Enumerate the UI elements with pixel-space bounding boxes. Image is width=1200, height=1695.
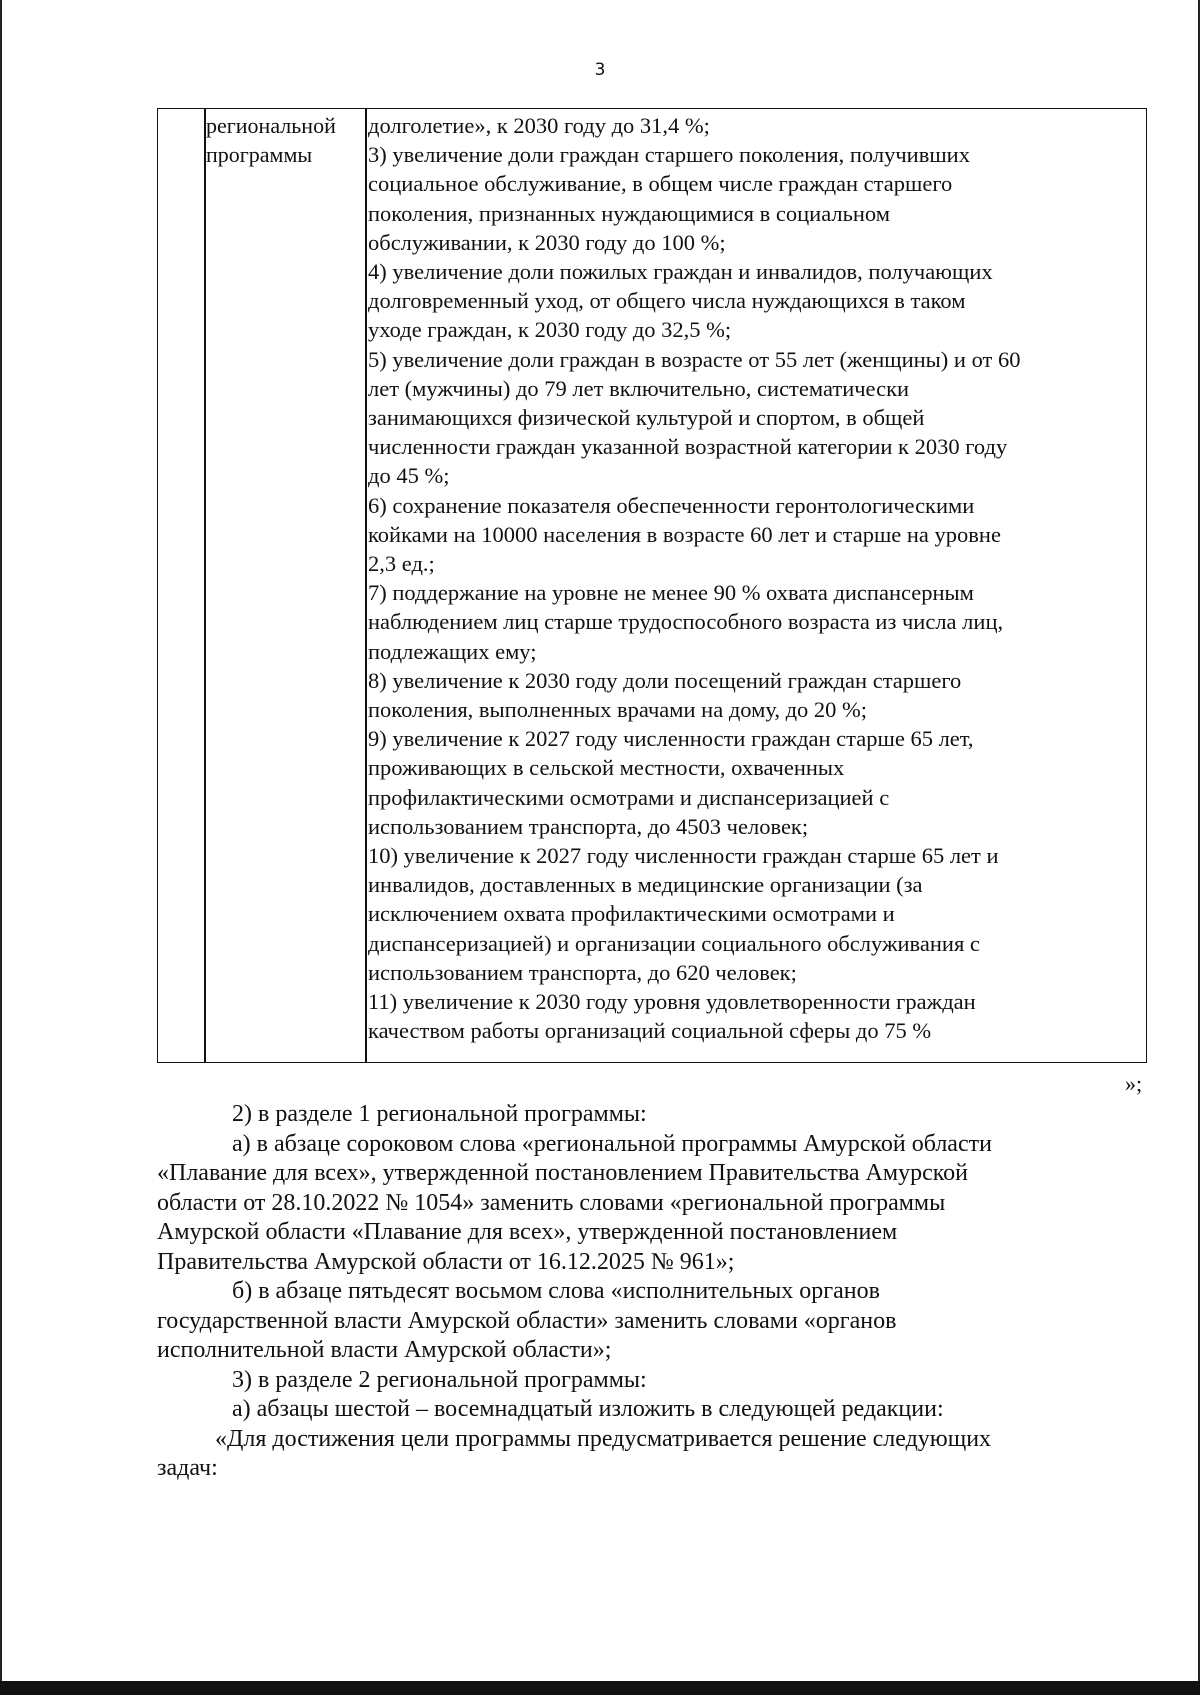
- table-cell-line: 4) увеличение доли пожилых граждан и инвалидов, получающих: [368, 259, 993, 285]
- table-cell-line: исключением охвата профилактическими осмотрами и: [368, 901, 895, 927]
- paragraph: 2) в разделе 1 региональной программы:: [232, 1101, 647, 1127]
- paragraph: б) в абзаце пятьдесят восьмом слова «исполнительных органов: [232, 1278, 880, 1304]
- page-number: 3: [594, 60, 606, 80]
- table-cell-line: 11) увеличение к 2030 году уровня удовлетворенности граждан: [368, 989, 976, 1015]
- table-cell-line: социальное обслуживание, в общем числе граждан старшего: [368, 171, 953, 197]
- table-cell-line: долголетие», к 2030 году до 31,4 %;: [368, 113, 710, 138]
- paragraph-line: области от 28.10.2022 № 1054» заменить словами «региональной программы: [157, 1189, 946, 1216]
- paragraph-line: «Плавание для всех», утвержденной постановлением Правительства Амурской: [157, 1160, 969, 1186]
- paragraph-line: Амурской области «Плавание для всех», утвержденной постановлением: [157, 1219, 898, 1245]
- table-cell-line: 9) увеличение к 2027 году численности граждан старше 65 лет,: [368, 726, 974, 752]
- table-cell-line: диспансеризацией) и организации социального обслуживания с: [368, 930, 980, 956]
- table-cell-line: уходе граждан, к 2030 году до 32,5 %;: [368, 317, 732, 343]
- table-cell-line: инвалидов, доставленных в медицинские организации (за: [368, 872, 923, 898]
- table-cell-line: использованием транспорта, до 4503 человек;: [368, 813, 809, 839]
- table-cell-line: наблюдением лиц старше трудоспособного возраста из числа лиц,: [368, 609, 1004, 635]
- table-cell-line: профилактическими осмотрами и диспансеризацией с: [368, 784, 890, 810]
- scan-edge-bottom: [0, 1681, 1200, 1695]
- paragraph: а) абзацы шестой – восемнадцатый изложить в следующей редакции:: [232, 1396, 944, 1422]
- table-cell-line: 6) сохранение показателя обеспеченности геронтологическими: [368, 492, 975, 518]
- table-cell-line: программы: [206, 142, 313, 167]
- closing-quote: »;: [1125, 1071, 1143, 1096]
- table-cell-line: 7) поддержание на уровне не менее 90 % охвата диспансерным: [368, 580, 974, 606]
- paragraph: а) в абзаце сороковом слова «региональной программы Амурской области: [232, 1130, 992, 1157]
- paragraph-line: государственной власти Амурской области» заменить словами «органов: [157, 1307, 897, 1334]
- table-cell-line: обслуживании, к 2030 году до 100 %;: [368, 229, 726, 255]
- table-cell-line: качеством работы организаций социальной сферы до 75 %: [368, 1018, 932, 1044]
- document-body: [157, 1100, 1149, 1484]
- table-cell-line: лет (мужчины) до 79 лет включительно, систематически: [368, 375, 910, 401]
- table-cell-line: до 45 %;: [368, 463, 450, 489]
- paragraph-line: исполнительной власти Амурской области»;: [157, 1337, 612, 1363]
- table-cell-line: региональной: [206, 113, 336, 138]
- table-cell-line: 10) увеличение к 2027 году численности граждан старше 65 лет и: [368, 843, 999, 869]
- table-cell-line: 3) увеличение доли граждан старшего поколения, получивших: [368, 142, 970, 168]
- paragraph: 3) в разделе 2 региональной программы:: [232, 1366, 647, 1393]
- table-cell-line: 5) увеличение доли граждан в возрасте от 55 лет (женщины) и от 60: [368, 346, 1021, 372]
- table-cell-indicators: [368, 111, 1146, 1046]
- table-cell-line: поколения, признанных нуждающимися в социальном: [368, 200, 890, 226]
- table-cell-line: занимающихся физической культурой и спортом, в общей: [368, 405, 925, 431]
- table-cell-line: 2,3 ед.;: [368, 551, 435, 577]
- passport-table: [157, 108, 1147, 1063]
- table-cell-line: 8) увеличение к 2030 году доли посещений граждан старшего: [368, 667, 962, 693]
- table-cell-line: долговременный уход, от общего числа нуждающихся в таком: [368, 288, 966, 314]
- table-column-divider: [204, 109, 206, 1062]
- table-cell-line: численности граждан указанной возрастной категории к 2030 году: [368, 434, 1008, 460]
- table-cell-line: поколения, выполненных врачами на дому, до 20 %;: [368, 697, 868, 723]
- table-cell-line: койками на 10000 населения в возрасте 60 лет и старше на уровне: [368, 521, 1001, 547]
- paragraph: «Для достижения цели программы предусматривается решение следующих: [215, 1425, 992, 1452]
- table-cell-line: подлежащих ему;: [368, 638, 537, 664]
- table-cell-line: использованием транспорта, до 620 человек;: [368, 959, 797, 985]
- paragraph-line: Правительства Амурской области от 16.12.2025 № 961»;: [157, 1248, 735, 1275]
- table-cell-line: проживающих в сельской местности, охваченных: [368, 755, 845, 781]
- table-column-divider: [365, 109, 367, 1062]
- scan-edge-left: [0, 0, 2, 1695]
- paragraph-line: задач:: [157, 1455, 218, 1481]
- table-cell-label: [206, 111, 364, 169]
